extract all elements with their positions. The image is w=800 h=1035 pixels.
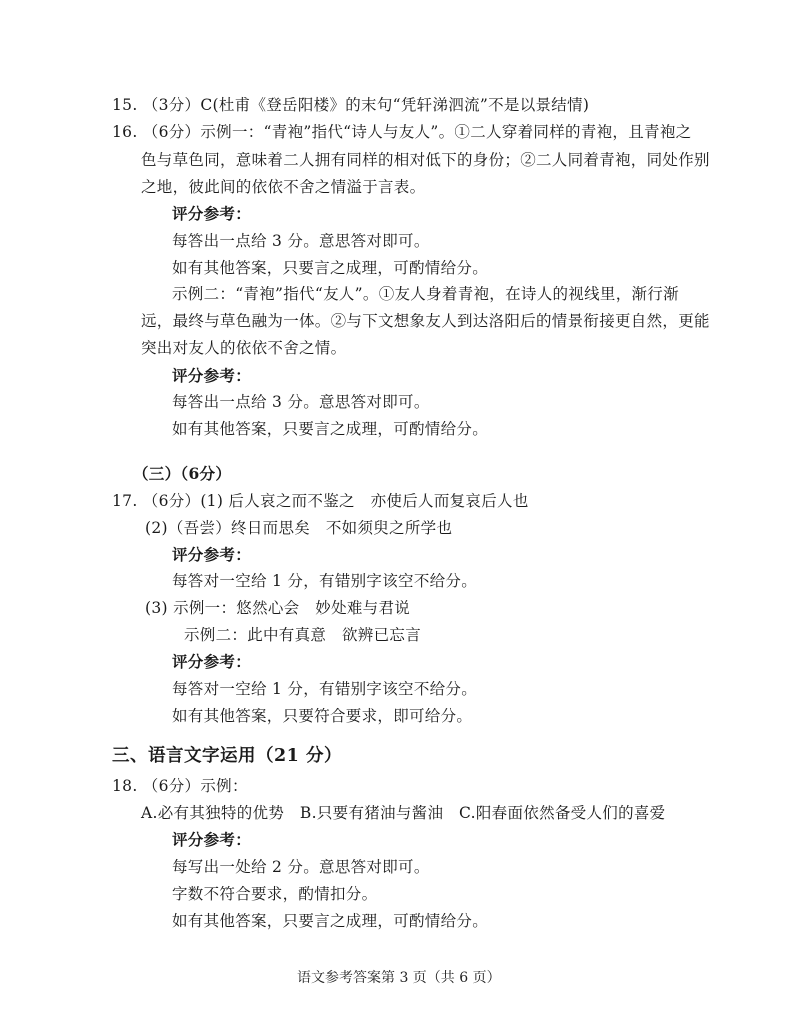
q16-example2-line-3: 突出对友人的依依不舍之情。: [141, 339, 347, 357]
q16-example2-line-1: 示例二：“青袍”指代“友人”。①友人身着青袍，在诗人的视线里，渐行渐: [172, 285, 679, 303]
page-footer: 语文参考答案第 3 页（共 6 页）: [297, 970, 501, 986]
q16-scoring-heading-1: 评分参考：: [172, 204, 252, 223]
q16-scoring-line-2b: 如有其他答案，只要言之成理，可酌情给分。: [172, 420, 489, 438]
section-3-heading: 三、语言文字运用（21 分）: [112, 746, 342, 766]
q17-answer-1: 17. （6分）(1) 后人哀之而不鉴之 亦使后人而复哀后人也: [112, 492, 529, 510]
q16-answer-line-3: 之地，彼此间的依依不舍之情溢于言表。: [141, 178, 426, 196]
q15-answer: 15. （3分）C(杜甫《登岳阳楼》的末句“凭轩涕泗流”不是以景结情): [112, 96, 590, 114]
q17-scoring-line-2a: 每答对一空给 1 分，有错别字该空不给分。: [172, 680, 478, 698]
q17-answer-3: (3) 示例一：悠然心会 妙处难与君说: [145, 599, 411, 617]
part-3-heading: （三）（6分）: [133, 464, 232, 483]
q16-scoring-line-1a: 每答出一点给 3 分。意思答对即可。: [172, 232, 430, 250]
q18-scoring-line-b: 字数不符合要求，酌情扣分。: [172, 885, 378, 903]
q17-scoring-line-1a: 每答对一空给 1 分，有错别字该空不给分。: [172, 572, 478, 590]
q18-heading: 18. （6分）示例：: [112, 777, 248, 795]
q17-scoring-line-2b: 如有其他答案，只要符合要求，即可给分。: [172, 707, 473, 725]
q18-answer: A.必有其独特的优势 B.只要有猪油与酱油 C.阳春面依然备受人们的喜爱: [141, 804, 666, 822]
q16-answer-line-2: 色与草色同，意味着二人拥有同样的相对低下的身份；②二人同着青袍，同处作别: [141, 151, 710, 169]
q18-scoring-line-c: 如有其他答案，只要言之成理，可酌情给分。: [172, 912, 489, 930]
q17-scoring-heading-2: 评分参考：: [172, 652, 252, 671]
q18-scoring-heading: 评分参考：: [172, 830, 252, 849]
q17-scoring-heading-1: 评分参考：: [172, 545, 252, 564]
q17-answer-3-example2: 示例二：此中有真意 欲辨已忘言: [184, 626, 422, 644]
q18-scoring-line-a: 每写出一处给 2 分。意思答对即可。: [172, 858, 430, 876]
q16-example2-line-2: 远，最终与草色融为一体。②与下文想象友人到达洛阳后的情景衔接更自然，更能: [141, 312, 710, 330]
q16-answer-line-1: 16. （6分）示例一：“青袍”指代“诗人与友人”。①二人穿着同样的青袍，且青袍之: [112, 123, 692, 141]
q17-answer-2: (2)（吾尝）终日而思矣 不如须臾之所学也: [145, 519, 453, 537]
q16-scoring-heading-2: 评分参考：: [172, 366, 252, 385]
q16-scoring-line-2a: 每答出一点给 3 分。意思答对即可。: [172, 393, 430, 411]
q16-scoring-line-1b: 如有其他答案，只要言之成理，可酌情给分。: [172, 259, 489, 277]
